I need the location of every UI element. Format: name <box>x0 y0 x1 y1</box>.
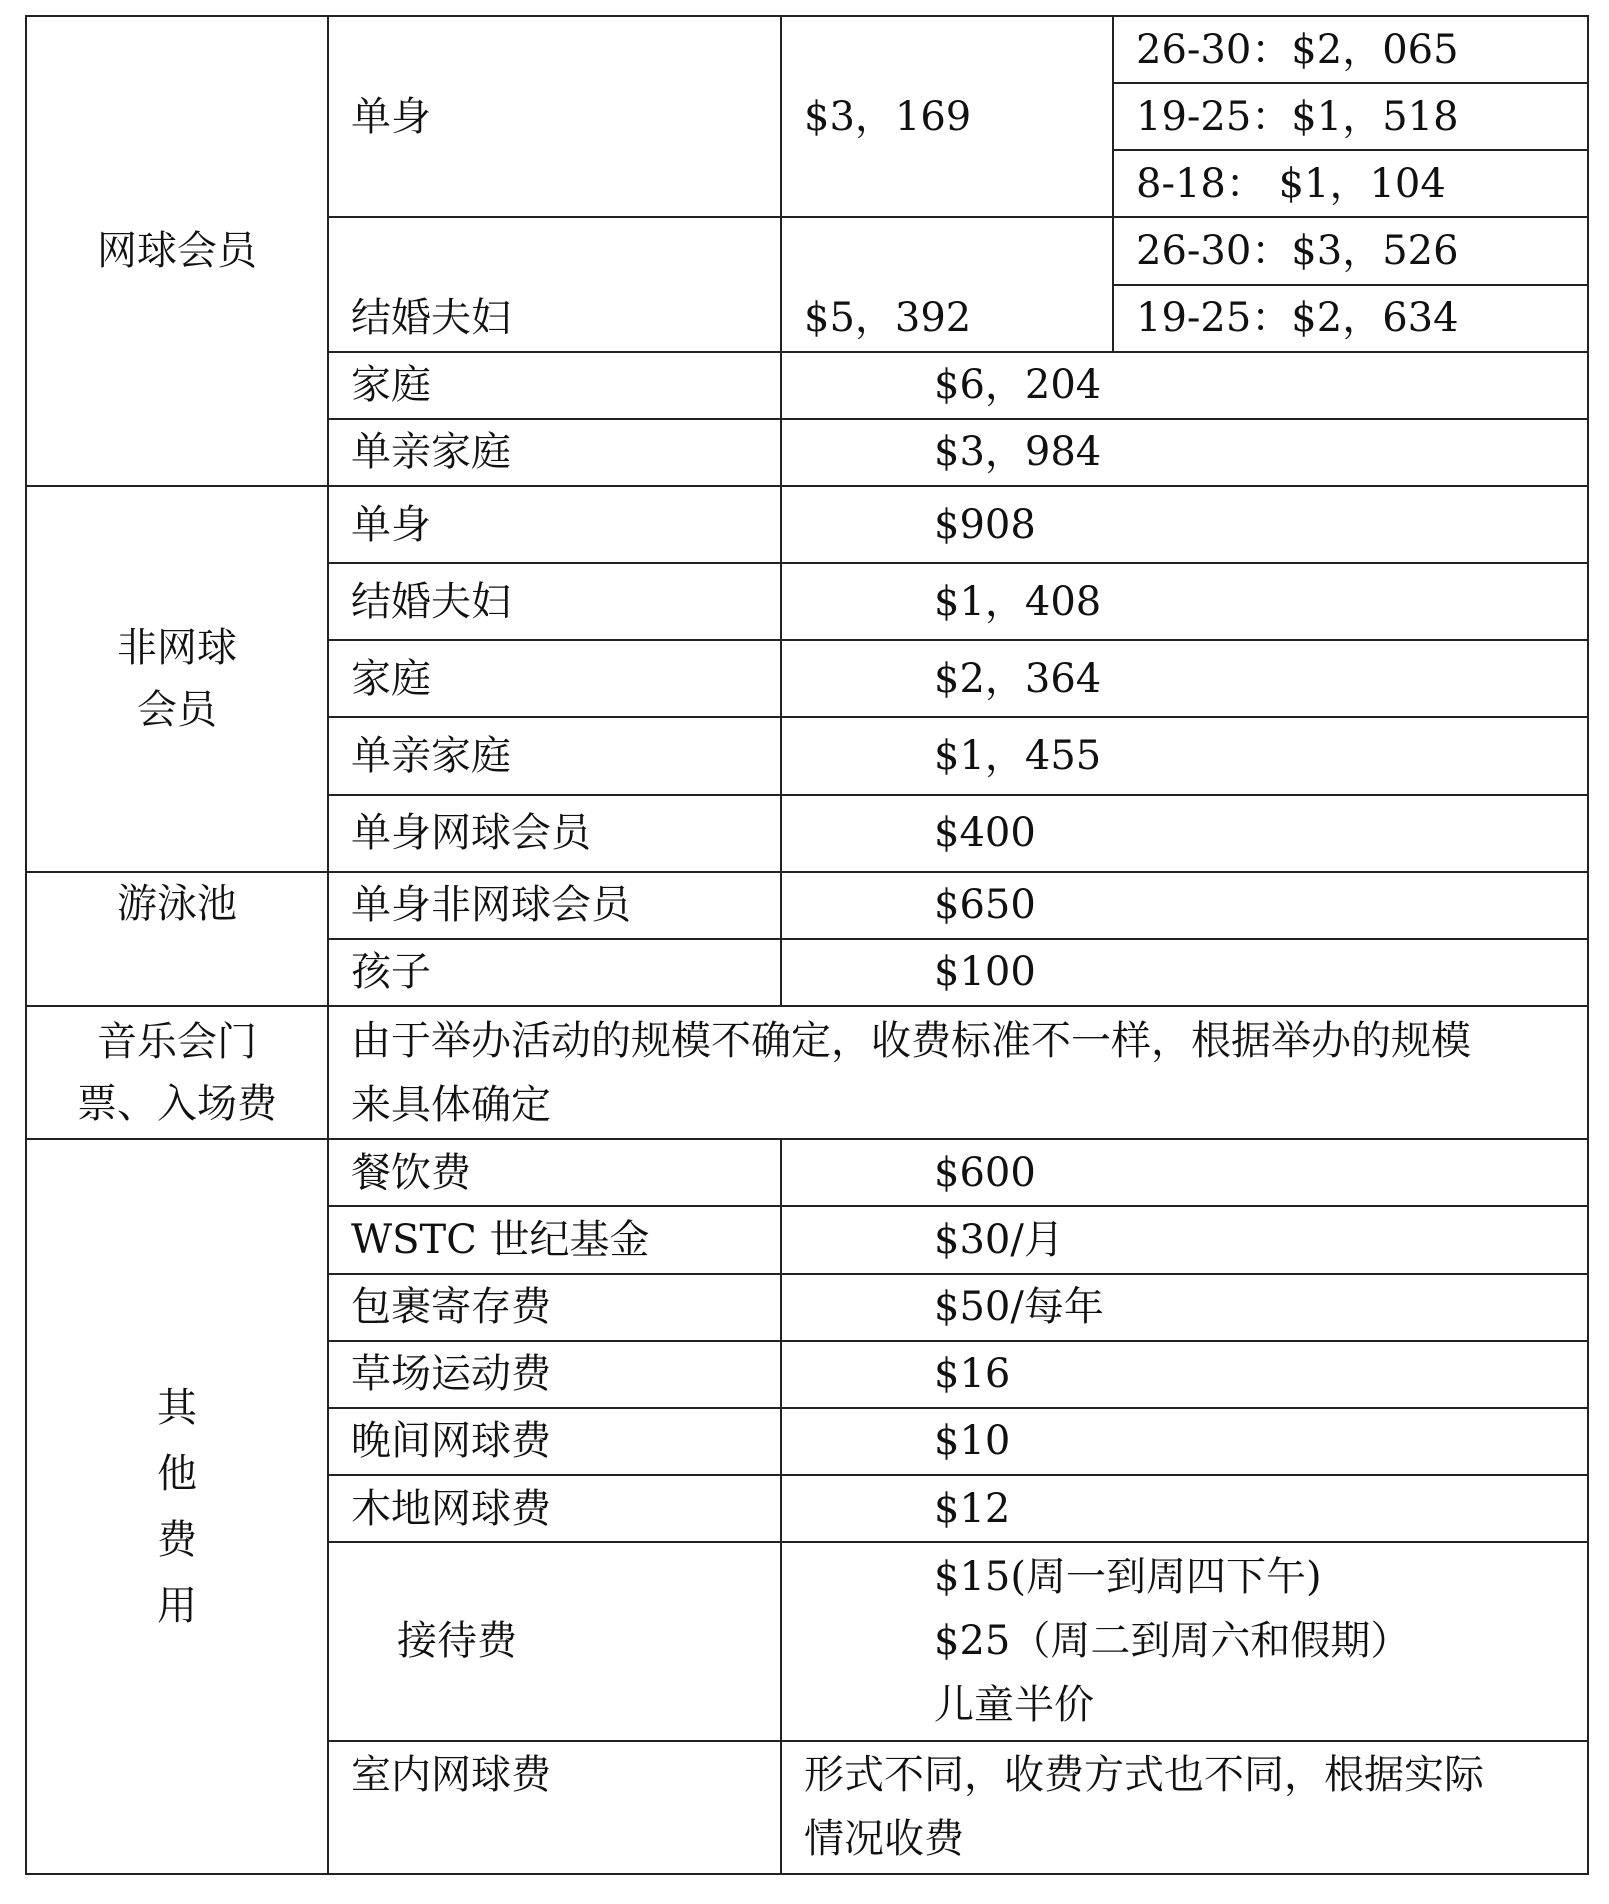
tennis-single-price: $3，169 <box>781 16 1113 217</box>
indoor-tennis-description-line: 形式不同，收费方式也不同，根据实际 <box>804 1752 1484 1799</box>
tennis-couple-label: 结婚夫妇 <box>328 217 781 351</box>
reception-label: 接待费 <box>328 1542 781 1740</box>
concert-category <box>26 1006 328 1139</box>
other-row-price: $50/每年 <box>781 1274 1588 1341</box>
tennis-single-parent-label: 单亲家庭 <box>328 419 781 486</box>
other-row-price: $600 <box>781 1139 1588 1206</box>
tennis-couple-tier: 19-25：$2，634 <box>1113 285 1588 352</box>
tennis-family-label: 家庭 <box>328 352 781 419</box>
other-row-label: 餐饮费 <box>328 1139 781 1206</box>
concert-description-line: 来具体确定 <box>351 1081 551 1128</box>
non-tennis-category-line: 非网球 <box>117 624 237 671</box>
other-category-char: 用 <box>157 1582 197 1629</box>
other-category-char: 他 <box>157 1450 197 1497</box>
non-tennis-category <box>26 486 328 872</box>
reception-price <box>781 1542 1588 1740</box>
non-tennis-row-label: 单亲家庭 <box>328 717 781 794</box>
other-row-price: $30/月 <box>781 1206 1588 1273</box>
pool-category: 游泳池 <box>26 872 328 1006</box>
tennis-single-tier: 26-30：$2，065 <box>1113 16 1588 83</box>
concert-category-line: 音乐会门 <box>97 1018 257 1065</box>
concert-category-line: 票、入场费 <box>77 1080 277 1127</box>
indoor-tennis-description-line: 情况收费 <box>804 1816 964 1863</box>
concert-description-line: 由于举办活动的规模不确定，收费标准不一样，根据举办的规模 <box>351 1017 1471 1064</box>
reception-price-line: $25（周二到周六和假期） <box>934 1618 1411 1665</box>
other-category-char: 费 <box>157 1516 197 1563</box>
tennis-single-tier: 8-18： $1，104 <box>1113 150 1588 217</box>
fee-table <box>25 15 1589 1875</box>
reception-price-line: 儿童半价 <box>934 1682 1094 1729</box>
other-row-label: 晚间网球费 <box>328 1408 781 1475</box>
pool-row-label: 孩子 <box>328 939 781 1006</box>
reception-price-line: $15(周一到周四下午) <box>934 1554 1322 1601</box>
tennis-couple-tier: 26-30：$3，526 <box>1113 217 1588 284</box>
tennis-category: 网球会员 <box>26 16 328 486</box>
other-row-price: $10 <box>781 1408 1588 1475</box>
tennis-couple-price: $5，392 <box>781 217 1113 351</box>
indoor-tennis-description <box>781 1741 1588 1874</box>
other-row-price: $12 <box>781 1475 1588 1542</box>
tennis-single-label: 单身 <box>328 16 781 217</box>
non-tennis-row-price: $400 <box>781 795 1588 872</box>
non-tennis-category-line: 会员 <box>137 686 217 733</box>
other-row-price: $16 <box>781 1341 1588 1408</box>
concert-description <box>328 1006 1588 1139</box>
non-tennis-row-price: $1，408 <box>781 563 1588 640</box>
tennis-family-price: $6，204 <box>781 352 1588 419</box>
non-tennis-row-price: $1，455 <box>781 717 1588 794</box>
other-row-label: 草场运动费 <box>328 1341 781 1408</box>
other-row-label: 木地网球费 <box>328 1475 781 1542</box>
pool-row-price: $650 <box>781 872 1588 939</box>
tennis-single-parent-price: $3，984 <box>781 419 1588 486</box>
non-tennis-row-label: 家庭 <box>328 640 781 717</box>
other-row-label: WSTC 世纪基金 <box>328 1206 781 1273</box>
other-row-label: 包裹寄存费 <box>328 1274 781 1341</box>
non-tennis-row-label: 单身 <box>328 486 781 563</box>
pool-row-label: 单身非网球会员 <box>328 872 781 939</box>
non-tennis-row-price: $2，364 <box>781 640 1588 717</box>
pool-row-price: $100 <box>781 939 1588 1006</box>
non-tennis-row-price: $908 <box>781 486 1588 563</box>
indoor-tennis-label: 室内网球费 <box>328 1741 781 1874</box>
other-category <box>26 1139 328 1874</box>
non-tennis-row-label: 结婚夫妇 <box>328 563 781 640</box>
other-category-char: 其 <box>157 1384 197 1431</box>
tennis-single-tier: 19-25：$1，518 <box>1113 83 1588 150</box>
non-tennis-row-label: 单身网球会员 <box>328 795 781 872</box>
